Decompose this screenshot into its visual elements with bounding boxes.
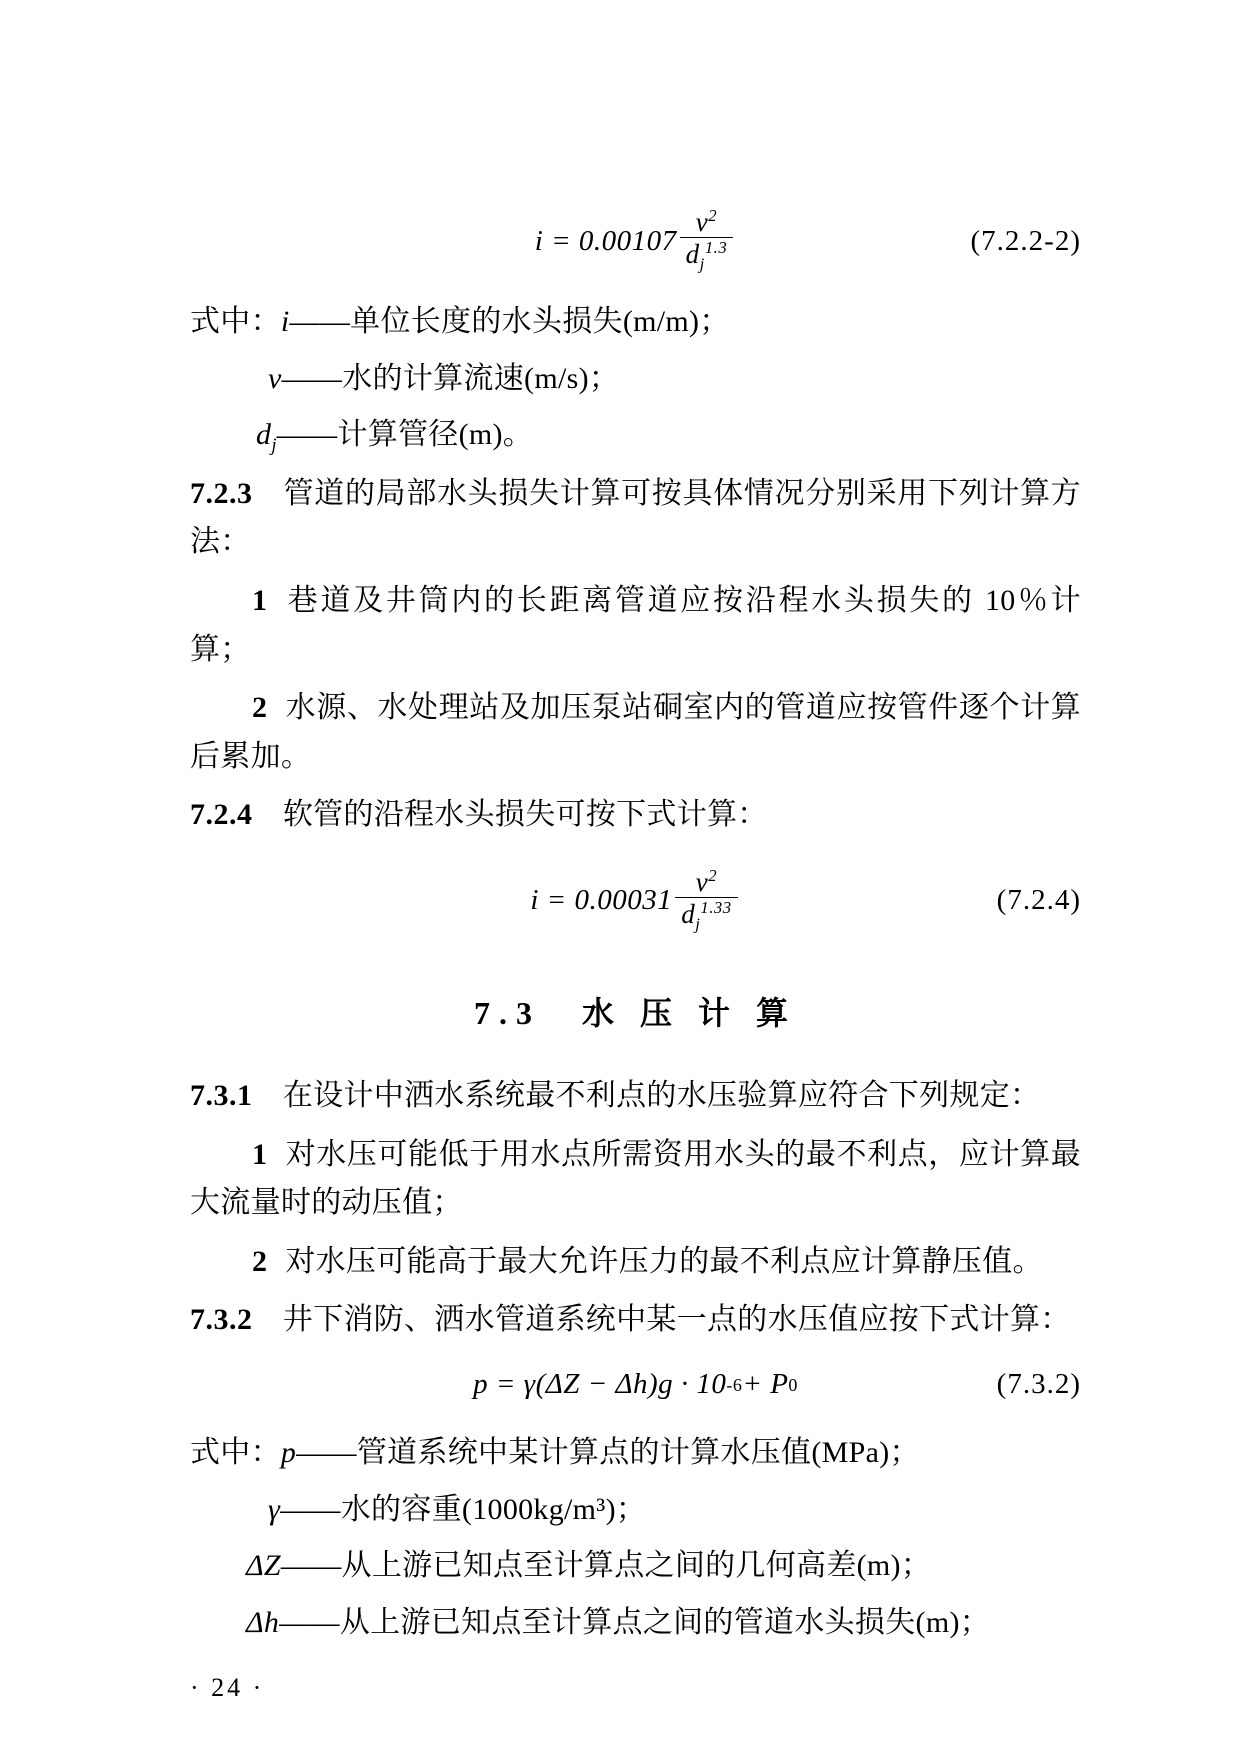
definition-item-gamma: γ——水的容重(1000kg/m³)； [268, 1492, 647, 1526]
clause-7-2-3 [190, 470, 1081, 567]
symbol-p: p [280, 1435, 297, 1469]
clause-number: 7.3.1 [190, 1078, 253, 1112]
clause-7-2-3-item-1 [190, 577, 1081, 674]
item-number: 1 [252, 583, 268, 617]
item-text: 水源、水处理站及加压泵站硐室内的管道应按管件逐个计算后累加。 [190, 691, 1081, 773]
fraction-numerator: $v^2$ [695, 865, 718, 897]
fraction-numerator: $v^2$ [695, 205, 718, 237]
equation-body: p = γ(ΔZ − Δh)g · 10 -6 + P 0 [473, 1368, 798, 1401]
clause-7-2-4 [190, 791, 1081, 840]
equation-tail: + P [742, 1368, 789, 1401]
clause-7-3-1-item-2 [190, 1238, 1081, 1287]
item-text: 对水压可能低于用水点所需资用水头的最不利点，应计算最大流量时的动压值； [190, 1137, 1081, 1220]
clause-7-3-1-item-1 [190, 1131, 1081, 1228]
clause-text: 软管的沿程水头损失可按下式计算： [282, 798, 768, 832]
definition-lead-722: 式中：i——单位长度的水头损失(m/m)； [190, 305, 730, 338]
fraction-denominator: $d_j^{1.33}$ [675, 897, 737, 930]
equation-lhs: i = 0.00107 [534, 224, 677, 257]
item-text: 对水压可能高于最大允许压力的最不利点应计算静压值。 [285, 1244, 1043, 1278]
clause-text: 井下消防、洒水管道系统中某一点的水压值应按下式计算： [282, 1303, 1071, 1337]
clause-number: 7.2.4 [190, 798, 253, 832]
symbol-i: i [280, 305, 290, 338]
equation-7-2-2-2 [190, 206, 1081, 276]
definition-item-dj: $d_j——$计算管径(m)。 [256, 418, 534, 457]
clause-text: 在设计中洒水系统最不利点的水压验算应符合下列规定： [282, 1078, 1041, 1112]
equation-number: (7.2.2-2) [970, 224, 1081, 257]
clause-number: 7.2.3 [190, 476, 253, 510]
equation-7-2-4 [190, 866, 1081, 936]
equation-expression: p = γ(ΔZ − Δh)g · 10 [473, 1368, 727, 1401]
item-number: 2 [252, 691, 268, 725]
equation-7-3-2 [190, 1359, 1081, 1411]
symbol-d: d [256, 418, 272, 452]
item-number: 1 [252, 1137, 268, 1171]
fraction-denominator: $d_j^{1.3}$ [680, 237, 734, 270]
clause-number: 7.3.2 [190, 1303, 253, 1337]
symbol-v: v [268, 361, 282, 395]
equation-body [534, 205, 736, 274]
symbol-delta-z: ΔZ [246, 1549, 281, 1583]
item-number: 2 [252, 1244, 268, 1278]
equation-number: (7.3.2) [996, 1368, 1081, 1401]
clause-7-3-1 [190, 1072, 1081, 1121]
definition-item-v: v——水的计算流速(m/s)； [268, 361, 620, 395]
clause-7-3-2 [190, 1296, 1081, 1345]
symbol-delta-h: Δh [246, 1605, 280, 1639]
equation-lhs: i = 0.00031 [530, 884, 673, 917]
equation-body [530, 865, 740, 934]
definition-item-delta-h: Δh——从上游已知点至计算点之间的管道水头损失(m)； [246, 1605, 991, 1639]
section-heading-7-3: 7.3 水 压 计 算 [473, 994, 797, 1031]
item-text: 巷道及井筒内的长距离管道应按沿程水头损失的 10％计算； [190, 583, 1081, 666]
fraction [680, 205, 734, 274]
symbol-d-subscript: j [271, 435, 277, 457]
fraction [675, 865, 737, 934]
symbol-gamma: γ [268, 1492, 281, 1526]
clause-7-2-3-item-2 [190, 684, 1081, 781]
equation-number: (7.2.4) [996, 884, 1081, 917]
page-number: · 24 · [190, 1673, 265, 1702]
definition-lead-732: 式中：p——管道系统中某计算点的计算水压值(MPa)； [190, 1435, 920, 1469]
clause-text: 管道的局部水头损失计算可按具体情况分别采用下列计算方法： [190, 476, 1081, 559]
definition-item-delta-z: ΔZ——从上游已知点至计算点之间的几何高差(m)； [246, 1549, 932, 1583]
